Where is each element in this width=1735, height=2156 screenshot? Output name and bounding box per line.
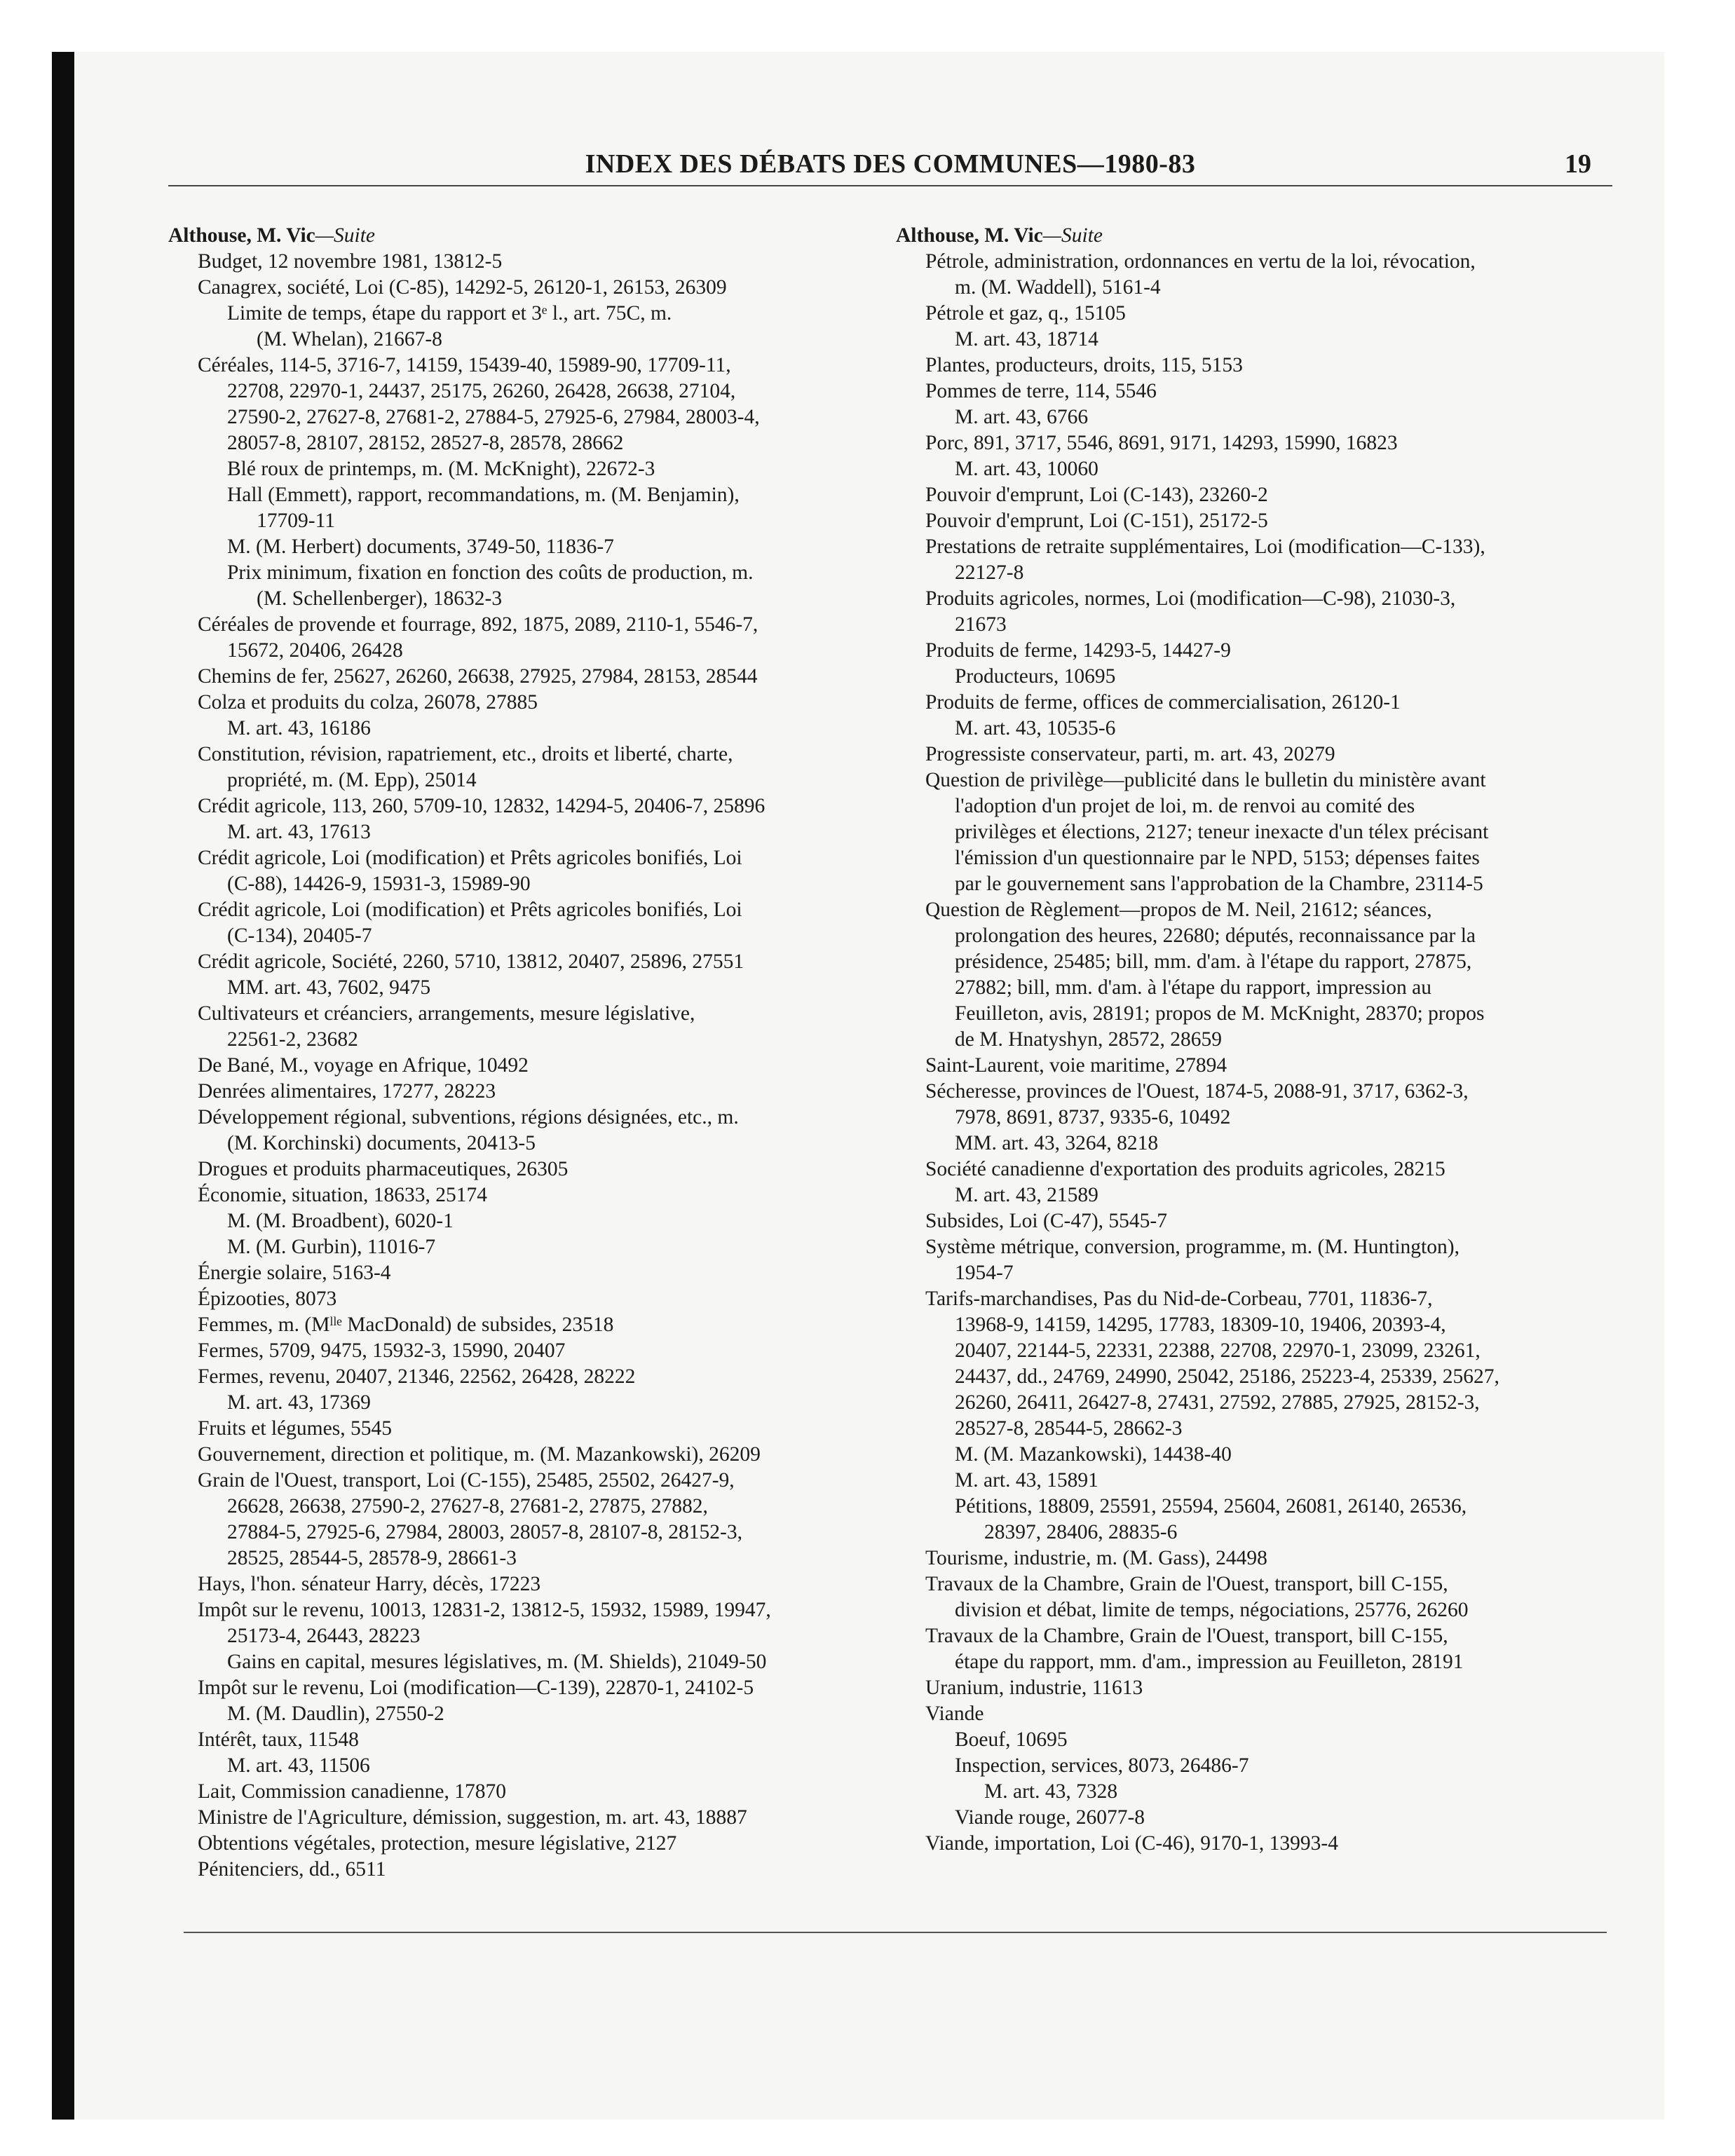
index-entry-line: Blé roux de printemps, m. (M. McKnight), 22672-3 — [227, 458, 655, 480]
index-entry-line: 28525, 28544-5, 28578-9, 28661-3 — [227, 1547, 517, 1569]
index-entry-line: Impôt sur le revenu, Loi (modification—C-139), 22870-1, 24102-5 — [198, 1677, 754, 1699]
index-entry-line: Produits de ferme, 14293-5, 14427-9 — [925, 639, 1231, 662]
index-entry-line: Système métrique, conversion, programme, m. (M. Huntington), — [925, 1236, 1460, 1258]
index-entry-line: m. (M. Waddell), 5161-4 — [955, 276, 1161, 299]
index-entry-line: Fermes, revenu, 20407, 21346, 22562, 26428, 28222 — [198, 1365, 636, 1388]
index-entry-line: Subsides, Loi (C-47), 5545-7 — [925, 1210, 1167, 1232]
index-entry-line: étape du rapport, mm. d'am., impression au Feuilleton, 28191 — [955, 1651, 1464, 1673]
index-entry-line: Pétrole, administration, ordonnances en vertu de la loi, révocation, — [925, 250, 1476, 273]
heading-suite: —Suite — [315, 224, 375, 247]
index-entry-line: Travaux de la Chambre, Grain de l'Ouest, transport, bill C-155, — [925, 1573, 1448, 1595]
index-entry-line: Gouvernement, direction et politique, m. (M. Mazankowski), 26209 — [198, 1443, 761, 1466]
index-entries-left — [168, 249, 876, 1883]
index-entry-line: 28397, 28406, 28835-6 — [984, 1521, 1178, 1543]
index-entry-line: M. art. 43, 15891 — [955, 1469, 1098, 1492]
index-entry-line: Viande rouge, 26077-8 — [955, 1806, 1145, 1829]
index-entry-line: Femmes, m. (Mˡˡᵉ MacDonald) de subsides, 23518 — [198, 1314, 614, 1336]
index-entry-line: Pouvoir d'emprunt, Loi (C-151), 25172-5 — [925, 510, 1268, 532]
page-header — [168, 149, 1612, 188]
index-entry-line: prolongation des heures, 22680; députés, reconnaissance par la — [955, 925, 1476, 947]
index-entry-line: l'émission d'un questionnaire par le NPD, 5153; dépenses faites — [955, 847, 1480, 869]
index-entry-line: Crédit agricole, Loi (modification) et Prêts agricoles bonifiés, Loi — [198, 847, 742, 869]
index-entry-line: Énergie solaire, 5163-4 — [198, 1262, 391, 1284]
index-entry-line: Question de Règlement—propos de M. Neil, 21612; séances, — [925, 899, 1432, 921]
index-entry-line: Grain de l'Ouest, transport, Loi (C-155), 25485, 25502, 26427-9, — [198, 1469, 735, 1492]
index-entry-line: 17709-11 — [257, 510, 335, 532]
index-entry-line: M. (M. Mazankowski), 14438-40 — [955, 1443, 1232, 1466]
index-entry-line: Intérêt, taux, 11548 — [198, 1728, 359, 1751]
index-entry-line: Plantes, producteurs, droits, 115, 5153 — [925, 354, 1243, 376]
index-entry-line: Viande — [925, 1703, 984, 1725]
index-entry-line: Cultivateurs et créanciers, arrangements, mesure législative, — [198, 1002, 695, 1025]
index-entry-line: Tourisme, industrie, m. (M. Gass), 24498 — [925, 1547, 1267, 1569]
index-entry-line: par le gouvernement sans l'approbation de la Chambre, 23114-5 — [955, 873, 1483, 895]
index-entry-line: Développement régional, subventions, régions désignées, etc., m. — [198, 1106, 739, 1128]
index-entry-line: 27590-2, 27627-8, 27681-2, 27884-5, 27925-6, 27984, 28003-4, — [227, 406, 760, 428]
index-entry-line: Ministre de l'Agriculture, démission, suggestion, m. art. 43, 18887 — [198, 1806, 747, 1829]
index-entry-line: (C-88), 14426-9, 15931-3, 15989-90 — [227, 873, 531, 895]
index-entry-line: M. art. 43, 16186 — [227, 717, 371, 739]
index-entry-line: 28527-8, 28544-5, 28662-3 — [955, 1417, 1183, 1440]
index-entry-line: 22708, 22970-1, 24437, 25175, 26260, 26428, 26638, 27104, — [227, 380, 736, 402]
index-entry-line: 13968-9, 14159, 14295, 17783, 18309-10, 19406, 20393-4, — [955, 1314, 1446, 1336]
index-entry-line: Fermes, 5709, 9475, 15932-3, 15990, 20407 — [198, 1339, 566, 1362]
index-entry-line: Crédit agricole, Société, 2260, 5710, 13812, 20407, 25896, 27551 — [198, 950, 744, 973]
index-entry-line: 28057-8, 28107, 28152, 28527-8, 28578, 28662 — [227, 432, 624, 454]
index-entry-line: Pétitions, 18809, 25591, 25594, 25604, 26081, 26140, 26536, — [955, 1495, 1467, 1517]
index-entry-line: 7978, 8691, 8737, 9335-6, 10492 — [955, 1106, 1231, 1128]
heading-name: Althouse, M. Vic — [168, 224, 315, 247]
header-rule — [168, 185, 1612, 186]
index-entry-line: Canagrex, société, Loi (C-85), 14292-5, 26120-1, 26153, 26309 — [198, 276, 727, 299]
index-entry-line: Impôt sur le revenu, 10013, 12831-2, 13812-5, 15932, 15989, 19947, — [198, 1599, 771, 1621]
index-entry-line: Constitution, révision, rapatriement, etc., droits et liberté, charte, — [198, 743, 733, 765]
index-entry-line: Hall (Emmett), rapport, recommandations, m. (M. Benjamin), — [227, 484, 740, 506]
index-entry-line: M. art. 43, 10535-6 — [955, 717, 1116, 739]
index-entry-line: division et débat, limite de temps, négociations, 25776, 26260 — [955, 1599, 1469, 1621]
index-entry-line: 15672, 20406, 26428 — [227, 639, 403, 662]
heading-name: Althouse, M. Vic — [896, 224, 1043, 247]
index-entry-line: Inspection, services, 8073, 26486-7 — [955, 1754, 1249, 1777]
index-entry-line: Denrées alimentaires, 17277, 28223 — [198, 1080, 496, 1103]
index-entry-line: 27884-5, 27925-6, 27984, 28003, 28057-8, 28107-8, 28152-3, — [227, 1521, 742, 1543]
index-entry-line: Prix minimum, fixation en fonction des coûts de production, m. — [227, 561, 754, 584]
index-entry-line: 21673 — [955, 613, 1007, 636]
index-entry-line: 22561-2, 23682 — [227, 1028, 358, 1051]
index-entry-line: Lait, Commission canadienne, 17870 — [198, 1780, 506, 1803]
index-entry-line: Pouvoir d'emprunt, Loi (C-143), 23260-2 — [925, 484, 1268, 506]
index-entry-line: Fruits et légumes, 5545 — [198, 1417, 392, 1440]
index-entry-line: 26260, 26411, 26427-8, 27431, 27592, 27885, 27925, 28152-3, — [955, 1391, 1480, 1414]
index-entry-line: M. art. 43, 17369 — [227, 1391, 371, 1414]
index-entry-line: M. (M. Daudlin), 27550-2 — [227, 1703, 444, 1725]
index-entry-line: présidence, 25485; bill, mm. d'am. à l'étape du rapport, 27875, — [955, 950, 1472, 973]
index-entry-line: M. art. 43, 11506 — [227, 1754, 370, 1777]
index-entries-right — [896, 249, 1604, 1857]
scan-dark-edge — [52, 52, 74, 2120]
index-entry-line: Producteurs, 10695 — [955, 665, 1116, 688]
index-entry-line: Chemins de fer, 25627, 26260, 26638, 27925, 27984, 28153, 28544 — [198, 665, 758, 688]
index-entry-line: (M. Whelan), 21667-8 — [257, 328, 442, 350]
index-entry-line: M. art. 43, 21589 — [955, 1184, 1098, 1206]
index-entry-line: Prestations de retraite supplémentaires, Loi (modification—C-133), — [925, 535, 1485, 558]
index-entry-line: Tarifs-marchandises, Pas du Nid-de-Corbeau, 7701, 11836-7, — [925, 1288, 1433, 1310]
index-entry-line: l'adoption d'un projet de loi, m. de renvoi au comité des — [955, 795, 1415, 817]
index-entry-line: Feuilleton, avis, 28191; propos de M. McKnight, 28370; propos — [955, 1002, 1485, 1025]
index-entry-line: privilèges et élections, 2127; teneur inexacte d'un télex précisant — [955, 821, 1489, 843]
index-entry-line: M. art. 43, 18714 — [955, 328, 1098, 350]
index-entry-line: 1954-7 — [955, 1262, 1014, 1284]
index-entry-line: Crédit agricole, 113, 260, 5709-10, 12832, 14294-5, 20406-7, 25896 — [198, 795, 766, 817]
index-entry-line: MM. art. 43, 3264, 8218 — [955, 1132, 1159, 1154]
index-entry-line: Économie, situation, 18633, 25174 — [198, 1184, 487, 1206]
index-entry-line: Obtentions végétales, protection, mesure législative, 2127 — [198, 1832, 677, 1855]
index-entry-line: Question de privilège—publicité dans le bulletin du ministère avant — [925, 769, 1486, 791]
index-entry-line: Céréales, 114-5, 3716-7, 14159, 15439-40, 15989-90, 17709-11, — [198, 354, 731, 376]
index-entry-line: (M. Schellenberger), 18632-3 — [257, 587, 503, 610]
index-entry-line: 27882; bill, mm. d'am. à l'étape du rapport, impression au — [955, 976, 1431, 999]
index-entry-line: Limite de temps, étape du rapport et 3ᵉ l., art. 75C, m. — [227, 302, 672, 325]
index-entry-line: M. (M. Gurbin), 11016-7 — [227, 1236, 436, 1258]
index-entry-line: M. art. 43, 17613 — [227, 821, 371, 843]
index-entry-line: (C-134), 20405-7 — [227, 925, 372, 947]
index-entry-line: Drogues et produits pharmaceutiques, 26305 — [198, 1158, 569, 1180]
index-entry-line: De Bané, M., voyage en Afrique, 10492 — [198, 1054, 529, 1077]
index-entry-line: Budget, 12 novembre 1981, 13812-5 — [198, 250, 503, 273]
index-entry-line: Céréales de provende et fourrage, 892, 1875, 2089, 2110-1, 5546-7, — [198, 613, 758, 636]
footer-rule — [184, 1932, 1607, 1933]
index-heading — [896, 223, 1604, 249]
index-entry-line: Produits agricoles, normes, Loi (modification—C-98), 21030-3, — [925, 587, 1456, 610]
index-entry-line: M. art. 43, 7328 — [984, 1780, 1118, 1803]
index-entry-line: Colza et produits du colza, 26078, 27885 — [198, 691, 538, 714]
index-entry-line: (M. Korchinski) documents, 20413-5 — [227, 1132, 536, 1154]
index-entry-line: Gains en capital, mesures législatives, m. (M. Shields), 21049-50 — [227, 1651, 767, 1673]
index-entry-line: de M. Hnatyshyn, 28572, 28659 — [955, 1028, 1223, 1051]
index-entry-line: Travaux de la Chambre, Grain de l'Ouest, transport, bill C-155, — [925, 1625, 1448, 1647]
index-entry-line: Progressiste conservateur, parti, m. art. 43, 20279 — [925, 743, 1335, 765]
index-entry-line: Pétrole et gaz, q., 15105 — [925, 302, 1126, 325]
index-entry-line: propriété, m. (M. Epp), 25014 — [227, 769, 477, 791]
page-number: 19 — [1565, 149, 1591, 179]
index-heading — [168, 223, 876, 249]
page-title: INDEX DES DÉBATS DES COMMUNES—1980-83 — [585, 149, 1196, 179]
index-entry-line: 22127-8 — [955, 561, 1024, 584]
heading-suite: —Suite — [1042, 224, 1103, 247]
index-entry-line: Uranium, industrie, 11613 — [925, 1677, 1143, 1699]
index-entry-line: M. (M. Broadbent), 6020-1 — [227, 1210, 454, 1232]
index-entry-line: MM. art. 43, 7602, 9475 — [227, 976, 431, 999]
index-entry-line: M. art. 43, 6766 — [955, 406, 1089, 428]
index-entry-line: 24437, dd., 24769, 24990, 25042, 25186, 25223-4, 25339, 25627, — [955, 1365, 1499, 1388]
index-entry-line: Crédit agricole, Loi (modification) et Prêts agricoles bonifiés, Loi — [198, 899, 742, 921]
index-entry-line: Produits de ferme, offices de commercialisation, 26120-1 — [925, 691, 1401, 714]
index-entry-line: Viande, importation, Loi (C-46), 9170-1, 13993-4 — [925, 1832, 1338, 1855]
index-entry-line: 20407, 22144-5, 22331, 22388, 22708, 22970-1, 23099, 23261, — [955, 1339, 1481, 1362]
index-entry-line: Épizooties, 8073 — [198, 1288, 337, 1310]
index-entry-line: 25173-4, 26443, 28223 — [227, 1625, 421, 1647]
index-column-left — [168, 223, 876, 1883]
index-entry-line: 26628, 26638, 27590-2, 27627-8, 27681-2, 27875, 27882, — [227, 1495, 708, 1517]
index-entry-line: Société canadienne d'exportation des produits agricoles, 28215 — [925, 1158, 1445, 1180]
index-entry-line: Saint-Laurent, voie maritime, 27894 — [925, 1054, 1227, 1077]
index-entry-line: Pénitenciers, dd., 6511 — [198, 1858, 386, 1881]
index-entry-line: M. (M. Herbert) documents, 3749-50, 11836-7 — [227, 535, 614, 558]
index-entry-line: Sécheresse, provinces de l'Ouest, 1874-5, 2088-91, 3717, 6362-3, — [925, 1080, 1469, 1103]
index-entry-line: Boeuf, 10695 — [955, 1728, 1068, 1751]
index-column-right — [896, 223, 1604, 1857]
index-entry-line: Pommes de terre, 114, 5546 — [925, 380, 1157, 402]
index-entry-line: Porc, 891, 3717, 5546, 8691, 9171, 14293, 15990, 16823 — [925, 432, 1398, 454]
index-entry-line: M. art. 43, 10060 — [955, 458, 1098, 480]
index-entry-line: Hays, l'hon. sénateur Harry, décès, 17223 — [198, 1573, 541, 1595]
